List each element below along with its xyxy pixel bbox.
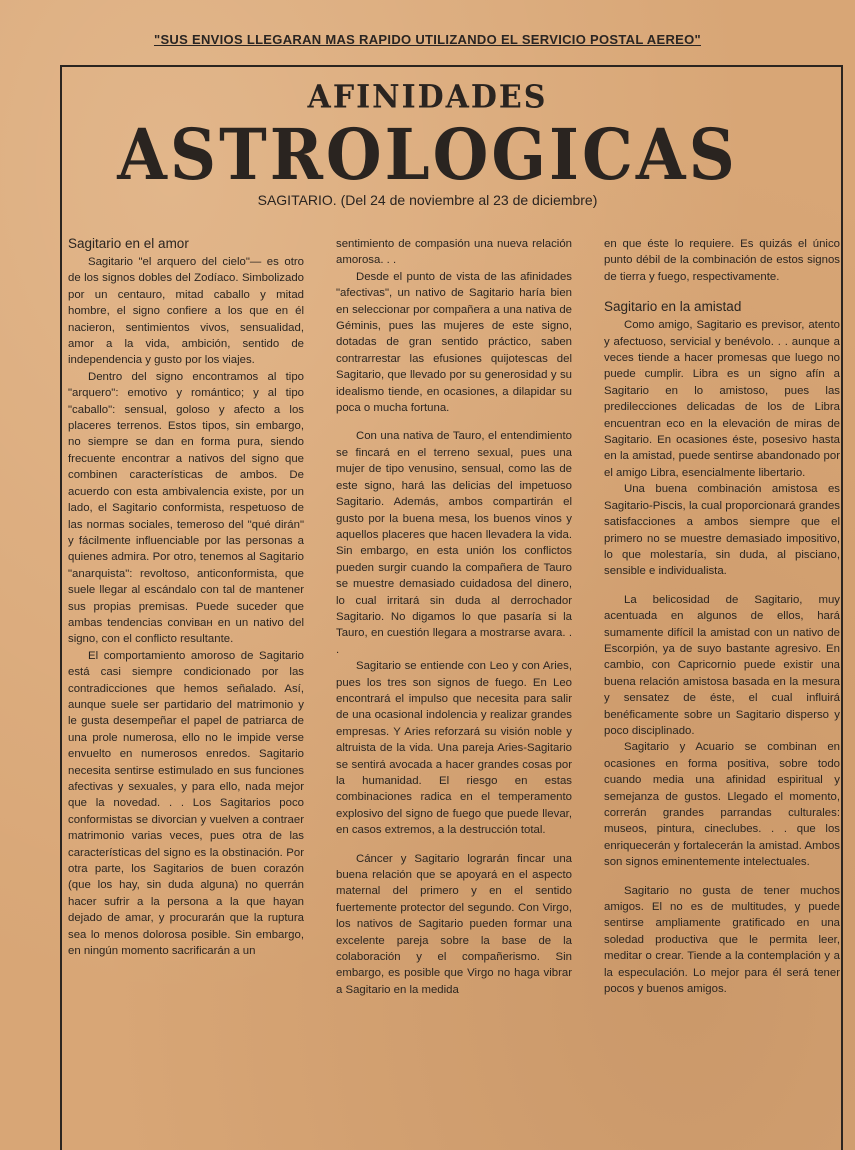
paragraph: Dentro del signo encontramos al tipo "arquero": emotivo y romántico; y al tipo "caballo": sensual, goloso y afecto a los placeres terrenos. Estos tipos, sin embargo, no siempre se dan en forma pura, siendo frecuente encontrar a nativos del signo que combinen características de ambos. De acuerdo con esta ambivalencia existe, por un lado, el Sagitario conformista, respetuoso de las normas sociales, temeroso del "qué dirán" y fácilmente influenciable por las personas a quienes admira. Por otro, tenemos al Sagitario "anarquista": revoltoso, anticonformista, que suele llegar al escándalo con tal de mantener sus propias premisas. Puede suceder que ambas tendencias conviван en un nativo del signo, con el conflicto resultante. bbox=[68, 370, 304, 646]
section-heading-amor: Sagitario en el amor bbox=[68, 236, 189, 251]
article-columns bbox=[68, 236, 840, 1146]
postal-banner: "SUS ENVIOS LLEGARAN MAS RAPIDO UTILIZANDO EL SERVICIO POSTAL AEREO" bbox=[153, 32, 701, 47]
title-astrologicas: ASTROLOGICAS bbox=[117, 114, 738, 197]
paragraph: La belicosidad de Sagitario, muy acentuada en algunos de ellos, hará sumamente difícil la amistad con un nativo de Escorpión, ya de suyo bastante agresivo. En cambio, con Capricornio puede existir una buena relación amistosa basada en la mesura y sensatez de éste, el cual influirá benéficamente sobre un Sagitario disperso y poco disciplinado. bbox=[604, 593, 840, 737]
paragraph: Sagitario y Acuario se combinan en ocasiones en forma positiva, sobre todo cuando media una afinidad espiritual y semejanza de gustos. Llegado el momento, correrán grandes parrandas culturales: museos, pintura, cineclubes. . . que los enriquecerán y fortalecerán la amistad. Ambos son signos eminentemente intelectuales. bbox=[604, 741, 840, 869]
paragraph: en que éste lo requiere. Es quizás el único punto débil de la combinación de estos signos de tierra y fuego, respectivamente. bbox=[604, 238, 840, 283]
column-1 bbox=[68, 236, 304, 959]
sign-subtitle: SAGITARIO. (Del 24 de noviembre al 23 de diciembre) bbox=[257, 192, 598, 208]
paragraph: Sagitario no gusta de tener muchos amigos. El no es de multitudes, y puede sentirse ampliamente gratificado en una soledad productiva que le permita leer, meditar o crear. Tiende a la contemplación y a la especulación. Lo mejor para él será tener pocos y buenos amigos. bbox=[604, 884, 840, 996]
paragraph: Con una nativa de Tauro, el entendimiento se fincará en el terreno sexual, pues una mujer de tipo venusino, sensual, como las de este signo, hará las delicias del impetuoso Sagitario. Además, ambos compartirán el gusto por la buena mesa, los buenos vinos y aquellos placeres que hacen llevadera la vida. Sin embargo, en esta unión los conflictos pueden surgir cuando la compañera de Tauro se muestre demasiado cuidadosa del dinero, lo cual irritará sin duda al derrochador Sagitario. No digamos lo que pasaría si la Tauro, en cuestión llegara a mostrarse avara. . . bbox=[336, 430, 572, 656]
paragraph: sentimiento de compasión una nueva relación amorosa. . . bbox=[336, 238, 572, 267]
paragraph: El comportamiento amoroso de Sagitario está casi siempre condicionado por las contradicciones que hemos señalado. Así, aunque suele ser partidario del matrimonio y le gusta desempeñar el papel de patriarca de una prole numerosa, ello no le impide verse envuelto en numerosos enredos. Sagitario necesita sentirse estimulado en sus funciones afectivas y sexuales, y para ello, nada mejor que la novedad. . . Los Sagitarios poco conformistas se divorcian y vuelven a contraer matrimonio varias veces, pues otra de las características del signo es la obstinación. Por otra parte, los Sagitarios de buen corazón (que los hay, sin duda alguna) no querrán hacer sufrir a la persona a la que hayan dejado de amar, y procurarán que la ruptura sea lo menos dolorosa posible. Sin embargo, en ningún momento sacrificarán a un bbox=[68, 649, 304, 958]
paragraph: Como amigo, Sagitario es previsor, atento y afectuoso, servicial y benévolo. . . aunque a veces tiende a hacer promesas que luego no puede cumplir. Libra es un signo afín a Sagitario en lo amistoso, pues las predilecciones delicadas de los de Libra encuentran eco en la elevación de miras de Sagitario. En ocasiones éste, posesivo hasta en la amistad, puede sentirse abandonado por el amigo Libra, esencialmente libertario. bbox=[604, 319, 840, 479]
paragraph: Desde el punto de vista de las afinidades "afectivas", un nativo de Sagitario haría bien en seleccionar por compañera a una nativa de Géminis, pues las mujeres de este signo, dotadas de gran sentido práctico, saben contrarrestar las efusiones quijotescas del Sagitario, que llevado por su generosidad y su idealismo tiende, en ocasiones, a dilapidar su poca o mucha fortuna. bbox=[336, 270, 572, 415]
paragraph: Una buena combinación amistosa es Sagitario-Piscis, la cual proporcionará grandes satisfacciones a ambos siempre que el primero no se muestre demasiado impositivo, lo que molestaría, sin duda, al pisciano, sensible e individualista. bbox=[604, 483, 840, 578]
section-heading-amistad: Sagitario en la amistad bbox=[604, 299, 742, 315]
column-2 bbox=[336, 236, 572, 998]
column-3 bbox=[604, 236, 840, 997]
paragraph: Sagitario "el arquero del cielo"— es otro de los signos dobles del Zodíaco. Simbolizado por un centauro, mitad caballo y mitad hombre, el signo confiere a los que en él nacieron, sentimientos vivos, sensualidad, amor a la vida, ambición, sentido de independencia y gusto por los viajes. bbox=[68, 256, 304, 367]
paragraph: Sagitario se entiende con Leo y con Aries, pues los tres son signos de fuego. En Leo encontrará el impulso que necesita para salir de una ocasional indolencia y realizar grandes empresas. Y Aries reforzará su visión noble y altruista de la vida. Una pareja Aries-Sagitario se sentirá avocada a hacer grandes cosas por la humanidad. El riesgo en estas combinaciones radica en el temperamento explosivo del signo de fuego que puede llevar, en casos extremos, a la destrucción total. bbox=[336, 660, 572, 837]
title-afinidades: AFINIDADES bbox=[307, 79, 548, 116]
paragraph: Cáncer y Sagitario lograrán fincar una buena relación que se apoyará en el aspecto maternal del primero y en el sentido fuertemente protector del segundo. Con Virgo, los nativos de Sagitario pueden formar una excelente pareja sobre la base de la colaboración y el compañerismo. Sin embargo, es posible que Virgo no haga vibrar a Sagitario en la medida bbox=[336, 852, 572, 996]
